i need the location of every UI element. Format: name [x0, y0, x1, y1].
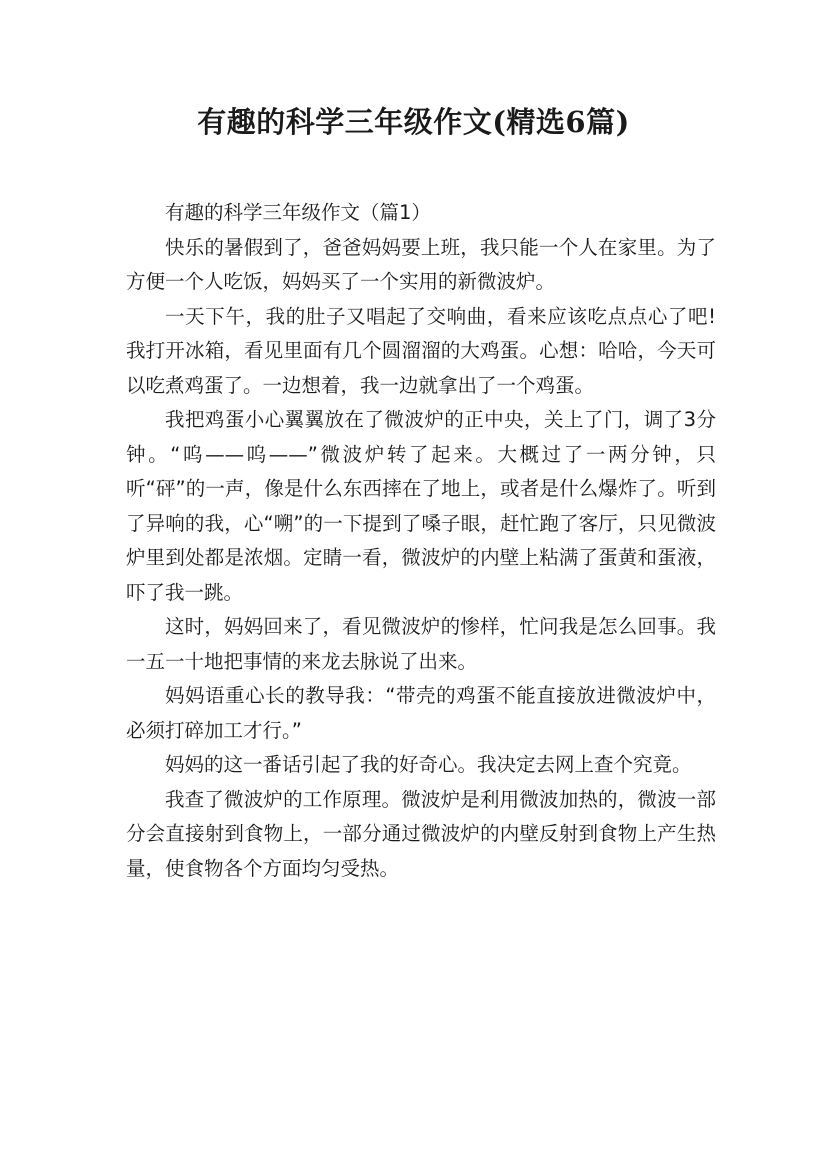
- paragraph: 妈妈语重心长的教导我：“带壳的鸡蛋不能直接放进微波炉中，必须打碎加工才行。”: [126, 684, 716, 742]
- document-title: 有趣的科学三年级作文(精选6篇): [197, 105, 630, 139]
- paragraph: 我把鸡蛋小心翼翼放在了微波炉的正中央，关上了门，调了3分钟。“呜——呜——”微波炉转了起来。大概过了一两分钟，只听“砰”的一声，像是什么东西摔在了地上，或者是什么爆炸了。听到了异响的我，心“嗍”的一下提到了嗓子眼，赶忙跑了客厅，只见微波炉里到处都是浓烟。定睛一看，微波炉的内壁上粘满了蛋黄和蛋液，吓了我一跳。: [126, 408, 716, 604]
- paragraph: 一天下午，我的肚子又唱起了交响曲，看来应该吃点点心了吧!我打开冰箱，看见里面有几个圆溜溜的大鸡蛋。心想：哈哈，今天可以吃煮鸡蛋了。一边想着，我一边就拿出了一个鸡蛋。: [126, 304, 716, 397]
- paragraph: 这时，妈妈回来了，看见微波炉的惨样，忙问我是怎么回事。我一五一十地把事情的来龙去脉说了出来。: [126, 615, 716, 673]
- paragraph: 我查了微波炉的工作原理。微波炉是利用微波加热的，微波一部分会直接射到食物上，一部分通过微波炉的内壁反射到食物上产生热量，使食物各个方面均匀受热。: [126, 787, 716, 880]
- paragraph: 快乐的暑假到了，爸爸妈妈要上班，我只能一个人在家里。为了方便一个人吃饭，妈妈买了一个实用的新微波炉。: [126, 235, 716, 293]
- section-heading: 有趣的科学三年级作文（篇1）: [165, 201, 431, 224]
- document-body: [126, 196, 716, 886]
- paragraph: 妈妈的这一番话引起了我的好奇心。我决定去网上查个究竟。: [165, 753, 692, 776]
